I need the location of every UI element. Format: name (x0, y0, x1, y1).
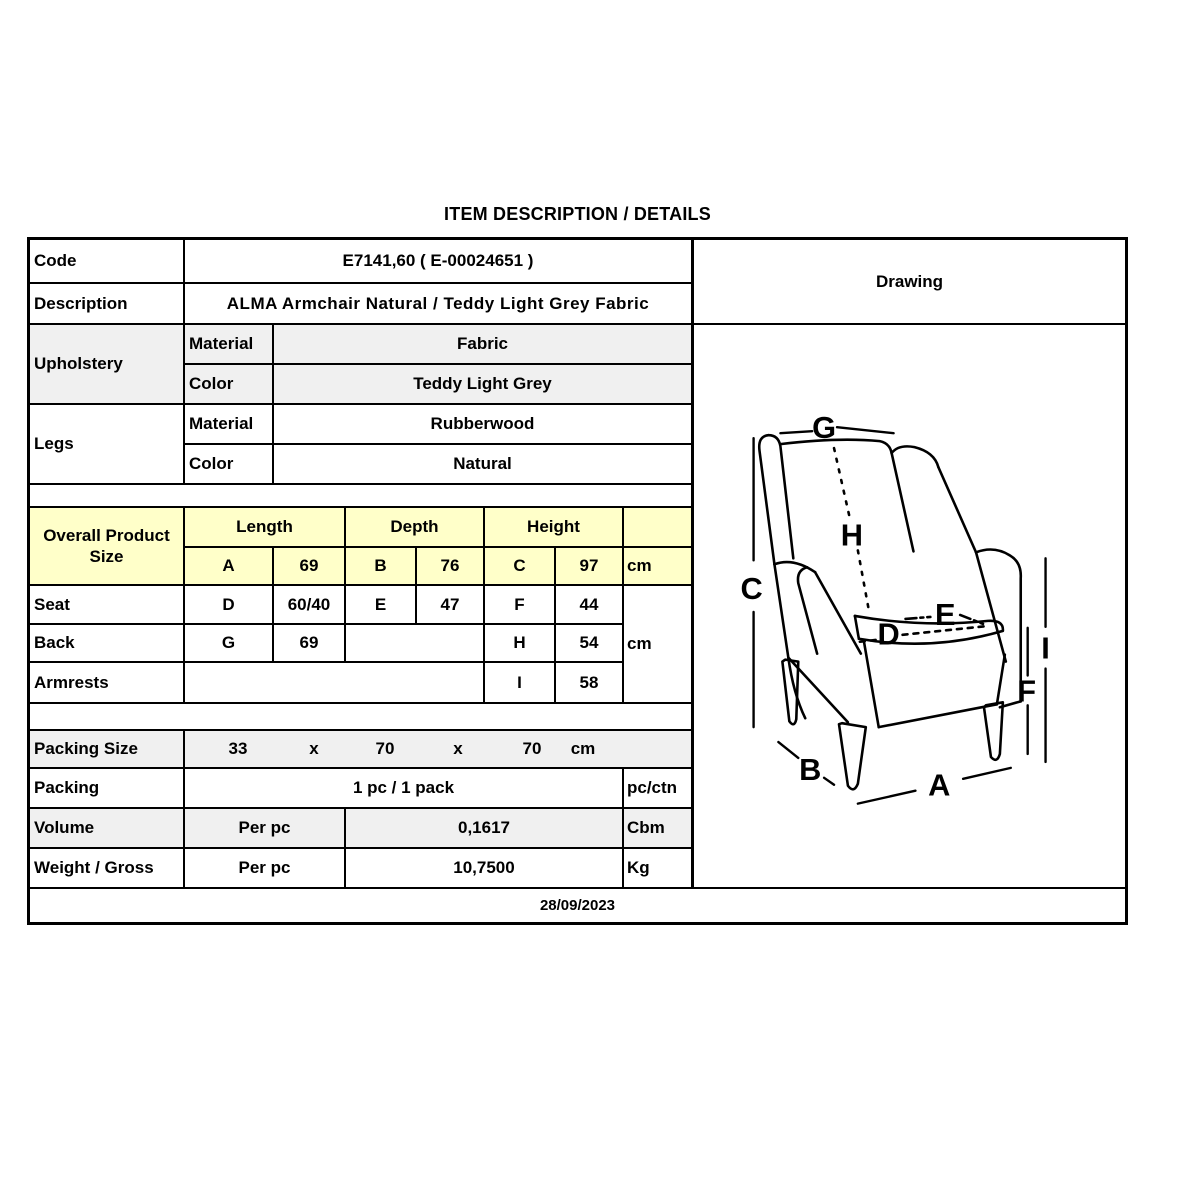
back-label: Back (30, 623, 183, 661)
overall-length-key: A (183, 546, 272, 584)
description-label: Description (30, 282, 183, 323)
left-arm-scroll-top (774, 562, 815, 572)
armrests-label: Armrests (30, 661, 183, 702)
packing-size-x2: x (453, 739, 463, 758)
chair-sketch (759, 435, 1021, 789)
packing-size-dim1: 33 (228, 739, 248, 758)
size-unit-merged: cm (622, 584, 691, 702)
back-depth-empty (344, 623, 483, 661)
back-height-key: H (483, 623, 554, 661)
legs-material-value: Rubberwood (272, 403, 691, 443)
size-header-depth: Depth (344, 506, 483, 546)
overall-depth-key: B (344, 546, 415, 584)
upholstery-material-value: Fabric (272, 323, 691, 363)
seat-depth-value: 47 (415, 584, 483, 623)
seat-length-value: 60/40 (272, 584, 344, 623)
right-side-edge (938, 467, 976, 552)
legs-color-value: Natural (272, 443, 691, 483)
volume-unit: Cbm (622, 807, 691, 847)
packing-size-label: Packing Size (30, 729, 183, 767)
seat-height-key: F (483, 584, 554, 623)
code-label: Code (30, 240, 183, 282)
size-header-unit-empty (622, 506, 691, 546)
base-bottom-edge (879, 704, 997, 727)
weight-value: 10,7500 (344, 847, 622, 887)
packing-unit: pc/ctn (622, 767, 691, 807)
page-title: ITEM DESCRIPTION / DETAILS (444, 204, 711, 224)
date-row: 28/09/2023 (30, 887, 1125, 922)
legs-label: Legs (30, 403, 183, 483)
dim-label-c: C (740, 571, 763, 607)
dim-label-d: D (877, 616, 900, 652)
weight-label: Weight / Gross (30, 847, 183, 887)
seat-length-key: D (183, 584, 272, 623)
armrests-empty (183, 661, 483, 702)
packing-size-value (183, 729, 691, 767)
packing-size-dim3: 70 (522, 739, 542, 758)
overall-height-value: 97 (554, 546, 622, 584)
back-right-edge (892, 453, 914, 551)
back-length-value: 69 (272, 623, 344, 661)
size-header-height: Height (483, 506, 622, 546)
code-value: E7141,60 ( E-00024651 ) (183, 240, 691, 282)
spacer-row-2 (30, 702, 691, 729)
dim-label-f: F (1017, 673, 1037, 709)
weight-basis: Per pc (183, 847, 344, 887)
spacer-row-1 (30, 483, 691, 506)
front-left-leg (839, 723, 866, 789)
back-height-value: 54 (554, 623, 622, 661)
overall-depth-value: 76 (415, 546, 483, 584)
upholstery-color-value: Teddy Light Grey (272, 363, 691, 403)
volume-value: 0,1617 (344, 807, 622, 847)
legs-color-label: Color (183, 443, 272, 483)
armrests-height-key: I (483, 661, 554, 702)
armchair-drawing (694, 325, 1125, 887)
description-value: ALMA Armchair Natural / Teddy Light Grey Fabric (183, 282, 691, 323)
dim-label-b: B (799, 751, 822, 787)
seat-cushion-left (855, 616, 859, 639)
seat-depth-key: E (344, 584, 415, 623)
armrests-height-value: 58 (554, 661, 622, 702)
packing-value: 1 pc / 1 pack (183, 767, 622, 807)
base-right-edge (997, 655, 1005, 705)
volume-label: Volume (30, 807, 183, 847)
size-section-label (30, 506, 183, 584)
dim-label-i: I (1041, 630, 1050, 666)
upholstery-color-label: Color (183, 363, 272, 403)
right-wing-top (892, 446, 939, 467)
dim-label-g: G (812, 410, 837, 446)
g-dim-line (780, 427, 893, 433)
packing-label: Packing (30, 767, 183, 807)
right-arm-front-edge (976, 552, 1006, 661)
overall-unit: cm (622, 546, 691, 584)
upholstery-material-label: Material (183, 323, 272, 363)
upholstery-label: Upholstery (30, 323, 183, 403)
left-arm-inner-edge (815, 572, 861, 653)
back-length-key: G (183, 623, 272, 661)
overall-height-key: C (483, 546, 554, 584)
dim-label-h: H (840, 517, 864, 553)
packing-size-unit: cm (570, 739, 596, 758)
front-right-leg (984, 702, 1003, 759)
overall-length-value: 69 (272, 546, 344, 584)
legs-material-label: Material (183, 403, 272, 443)
weight-unit: Kg (622, 847, 691, 887)
dim-label-a: A (928, 767, 951, 803)
left-wing-outer (759, 435, 774, 564)
base-left-edge (864, 641, 879, 727)
left-arm-scroll-front (798, 567, 817, 653)
spec-table (27, 237, 1128, 925)
seat-height-value: 44 (554, 584, 622, 623)
drawing-area (691, 323, 1125, 887)
size-section-label-text: Overall Product Size (43, 525, 170, 566)
size-header-length: Length (183, 506, 344, 546)
drawing-header: Drawing (691, 240, 1125, 323)
dim-label-e: E (934, 596, 956, 632)
volume-basis: Per pc (183, 807, 344, 847)
packing-size-dim2: 70 (375, 739, 395, 758)
packing-size-x1: x (309, 739, 319, 758)
seat-label: Seat (30, 584, 183, 623)
